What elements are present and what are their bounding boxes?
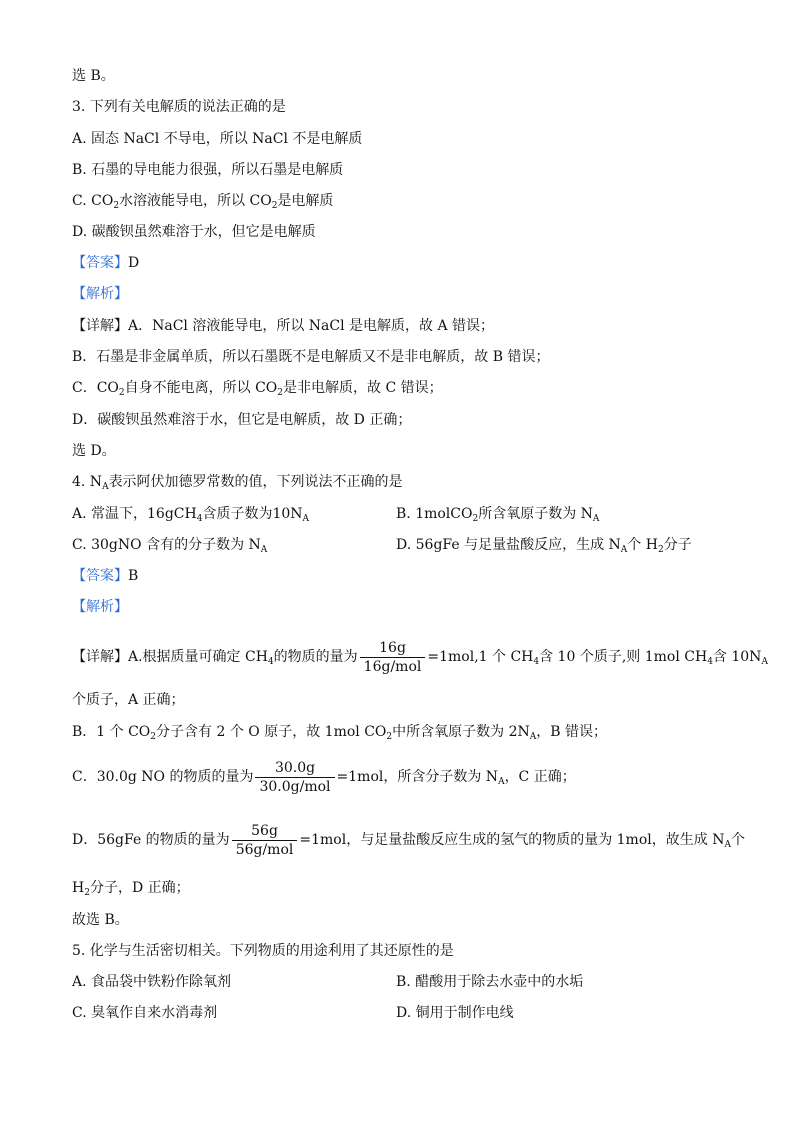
answer-tag: 【答案】 bbox=[72, 568, 128, 584]
q4-conclusion: 故选 B。 bbox=[72, 912, 129, 928]
q4-option-c: C. 30gNO 含有的分子数为 $N_A$ bbox=[72, 537, 268, 555]
q5-option-b: B. 醋酸用于除去水壶中的水垢 bbox=[396, 974, 584, 990]
q4-explain-d-cont: $H_2$分子，D 正确； bbox=[72, 880, 190, 898]
q3-option-d: D. 碳酸钡虽然难溶于水，但它是电解质 bbox=[72, 224, 316, 240]
q3-explain-a: 【详解】A．NaCl 溶液能导电，所以 NaCl 是电解质，故 A 错误； bbox=[72, 318, 495, 334]
q4-option-b: B. 1molCO$_2$所含氧原子数为 $N_A$ bbox=[396, 506, 600, 524]
q5-option-c: C. 臭氧作自来水消毒剂 bbox=[72, 1005, 218, 1021]
q3-answer: 【答案】D bbox=[72, 255, 140, 271]
q4-option-d: D. 56gFe 与足量盐酸反应，生成 $N_A$个 $H_2$分子 bbox=[396, 537, 692, 555]
q3-explain-d: D．碳酸钡虽然难溶于水，但它是电解质，故 D 正确； bbox=[72, 412, 412, 428]
q4-explain-a-cont: 个质子，A 正确； bbox=[72, 692, 185, 708]
q4-stem: 4. $N_A$表示阿伏加德罗常数的值，下列说法不正确的是 bbox=[72, 474, 403, 492]
q3-explain-c: C．$CO_2$自身不能电离，所以 $CO_2$是非电解质，故 C 错误； bbox=[72, 380, 443, 398]
fraction: $\frac{30.0g}{\text{30.0g/mol}}$ bbox=[255, 759, 334, 796]
q4-explain-b: B．1 个 $CO_2$分子含有 2 个 O 原子，故 1mol $CO_2$中所含氧原子数为 $2N_A$，B 错误； bbox=[72, 724, 607, 742]
q3-conclusion: 选 D。 bbox=[72, 443, 116, 459]
q4-explain-c: C．30.0g NO 的物质的量为 $\frac{30.0g}{\text{30.0g/mol}}$ =1mol，所含分子数为 $N_A$，C 正确； bbox=[72, 759, 576, 795]
q3-stem: 3. 下列有关电解质的说法正确的是 bbox=[72, 99, 286, 115]
q3-option-a: A. 固态 NaCl 不导电，所以 NaCl 不是电解质 bbox=[72, 131, 363, 147]
previous-answer-conclusion: 选 B。 bbox=[72, 68, 115, 84]
fraction: $\frac{56g}{\text{56g/mol}}$ bbox=[232, 822, 298, 859]
q4-explain-a: 【详解】A.根据质量可确定 $CH_4$的物质的量为 $\frac{16g}{\text{16g/mol}}$ =1mol,1 个 $CH_4$含 10 个质子,则 1mol $CH_4$含 $10N_A$ bbox=[72, 639, 768, 675]
q5-stem: 5. 化学与生活密切相关。下列物质的用途利用了其还原性的是 bbox=[72, 943, 454, 959]
fraction: $\frac{16g}{\text{16g/mol}}$ bbox=[360, 639, 426, 676]
q3-analysis-tag: 【解析】 bbox=[72, 286, 128, 302]
answer-tag: 【答案】 bbox=[72, 255, 128, 271]
q3-option-b: B. 石墨的导电能力很强，所以石墨是电解质 bbox=[72, 162, 344, 178]
q5-option-a: A. 食品袋中铁粉作除氧剂 bbox=[72, 974, 232, 990]
q4-option-a: A. 常温下，16gCH$_4$含质子数为$10N_A$ bbox=[72, 506, 310, 524]
q3-option-c: C. $CO_2$水溶液能导电，所以 $CO_2$是电解质 bbox=[72, 193, 334, 211]
q5-option-d: D. 铜用于制作电线 bbox=[396, 1005, 514, 1021]
q4-explain-d: D．56gFe 的物质的量为 $\frac{56g}{\text{56g/mol}}$ =1mol，与足量盐酸反应生成的氢气的物质的量为 1mol，故生成 $N_A$个 bbox=[72, 822, 745, 858]
q3-explain-b: B．石墨是非金属单质，所以石墨既不是电解质又不是非电解质，故 B 错误； bbox=[72, 349, 550, 365]
q4-analysis-tag: 【解析】 bbox=[72, 599, 128, 615]
q4-answer: 【答案】B bbox=[72, 568, 139, 584]
